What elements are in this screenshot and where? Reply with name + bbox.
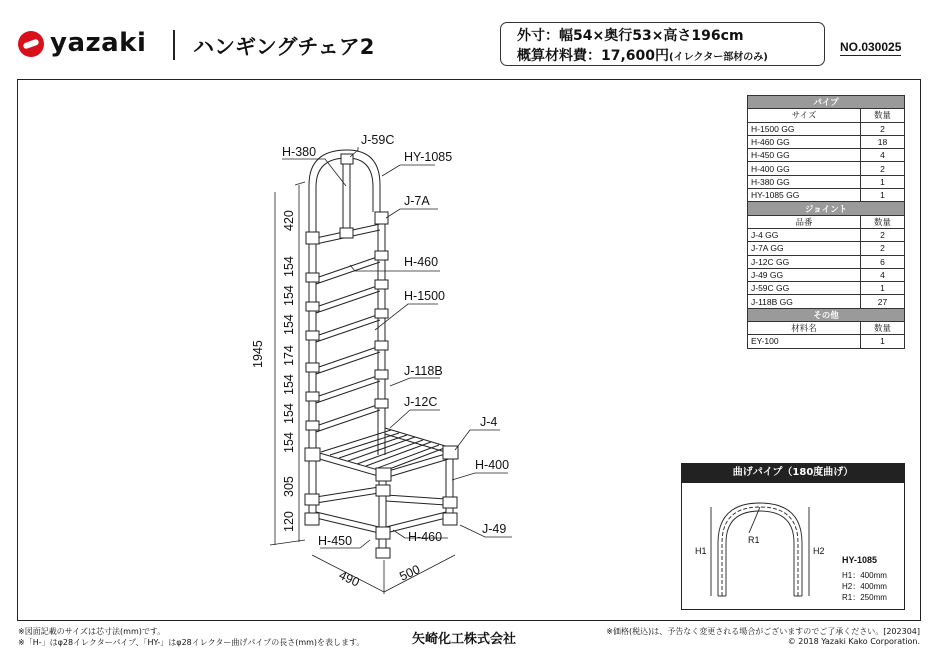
part-qty: 1 [861,175,905,188]
part-name: H-380 GG [748,175,861,188]
part-name: H-460 GG [748,135,861,148]
dim-depth: 500 [397,562,423,584]
joint-j49 [443,513,457,525]
joint-foot [376,548,390,558]
col-material: 材料名 [748,322,861,335]
outer-dimensions: 外寸：幅54×奥行53×高さ196cm [517,28,744,44]
dim-segment: 154 [282,256,296,277]
joint-j12c [305,494,319,505]
joint-j7a-left [306,232,319,244]
pipe-section-header: パイプ [748,96,905,109]
material-cost-note: (イレクター部材のみ) [669,52,768,63]
part-qty: 1 [861,282,905,295]
dim-total: 1945 [251,340,265,368]
bend-spec-h1: H1：400mm [842,571,887,580]
joint-j4 [443,446,458,459]
label-h380: H-380 [282,145,317,159]
part-name: J-118B GG [748,295,861,308]
bend-spec-r1: R1：250mm [842,593,887,602]
joint-j118b [306,331,319,340]
joint-j118b [306,302,319,311]
joint-section-header: ジョイント [748,202,905,215]
joint-j12c [376,468,391,481]
col-qty: 数量 [861,215,905,228]
company-name: 矢崎化工株式会社 [412,632,517,647]
footer-note-pipe: ※「H-」はφ28イレクターパイプ、「HY-」はφ28イレクター曲げパイプの長さ(mm)を表します。 [18,638,365,647]
col-item: 品番 [748,215,861,228]
part-qty: 6 [861,255,905,268]
label-h460-bottom: H-460 [408,530,443,544]
page-title: ハンギングチェア2 [193,35,375,59]
label-j7a: J-7A [404,194,430,208]
label-h460-top: H-460 [404,255,439,269]
joint-j118b [375,370,388,379]
part-name: J-59C GG [748,282,861,295]
yazaki-logo-text: yazaki [50,28,147,58]
joint-j118b [306,421,319,430]
part-name: H-1500 GG [748,122,861,135]
joint-j12c [305,448,320,461]
bend-spec-h2: H2：400mm [842,582,887,591]
parts-table [747,95,905,349]
joint-j118b [306,273,319,282]
dim-segment: 154 [282,374,296,395]
material-cost-value: 概算材料費：17,600円 [517,48,670,64]
label-j59c: J-59C [361,133,395,147]
part-qty: 2 [861,162,905,175]
table-row [748,122,905,135]
table-row [748,175,905,188]
col-qty: 数量 [861,322,905,335]
label-j118b: J-118B [404,364,443,378]
joint-j118b [375,309,388,318]
table-row [748,228,905,241]
label-hy1085: HY-1085 [404,150,453,164]
part-name: EY-100 [748,335,861,348]
bend-h1-label: H1 [695,546,707,556]
label-j12c: J-12C [404,395,438,409]
part-qty: 18 [861,135,905,148]
table-row [748,189,905,202]
table-row [748,268,905,281]
label-h1500: H-1500 [404,289,445,303]
dim-width: 490 [336,568,362,590]
joint-j118b [375,341,388,350]
part-name: J-7A GG [748,242,861,255]
part-name: H-400 GG [748,162,861,175]
dim-segment: 154 [282,314,296,335]
joint-center [340,228,353,238]
label-j49: J-49 [482,522,507,536]
bend-r-label: R1 [748,535,760,545]
joint-j118b [306,363,319,372]
dim-segment: 305 [282,476,296,497]
joint-j12c [376,485,390,496]
dim-segment: 154 [282,403,296,424]
table-row [748,295,905,308]
part-name: H-450 GG [748,149,861,162]
table-row [748,242,905,255]
part-name: J-4 GG [748,228,861,241]
part-name: J-12C GG [748,255,861,268]
dim-segment: 120 [282,511,296,532]
table-row [748,335,905,348]
table-row [748,135,905,148]
joint-j118b [375,399,388,408]
part-qty: 2 [861,228,905,241]
joint-j12c [443,497,457,508]
footer-price-note: ※価格(税込)は、予告なく変更される場合がございますのでご了承ください。[202304] [606,627,920,636]
joint-j118b [306,392,319,401]
bend-part-name: HY-1085 [842,555,878,565]
footer-note-size: ※図面記載のサイズは芯寸法(mm)です。 [18,627,166,636]
bend-h2-label: H2 [813,546,825,556]
col-qty: 数量 [861,109,905,122]
part-name: J-49 GG [748,268,861,281]
part-qty: 4 [861,268,905,281]
part-qty: 1 [861,335,905,348]
dim-segment: 154 [282,285,296,306]
bend-pipe-title: 曲げパイプ（180度曲げ） [681,463,905,483]
label-j4: J-4 [480,415,498,429]
part-qty: 27 [861,295,905,308]
part-qty: 4 [861,149,905,162]
table-row [748,282,905,295]
joint-j49 [376,527,390,539]
joint-markers [305,154,458,558]
table-row [748,162,905,175]
table-row [748,149,905,162]
document-number: NO.030025 [840,40,902,54]
dim-segment: 174 [282,345,296,366]
dim-segment: 154 [282,432,296,453]
dim-segment: 420 [282,210,296,231]
other-section-header: その他 [748,308,905,321]
joint-j118b [375,251,388,260]
part-qty: 2 [861,122,905,135]
joint-j118b [375,280,388,289]
col-size: サイズ [748,109,861,122]
table-row [748,255,905,268]
joint-j49 [305,513,319,525]
label-h450: H-450 [318,534,353,548]
part-name: HY-1085 GG [748,189,861,202]
part-qty: 2 [861,242,905,255]
footer-copyright: © 2018 Yazaki Kako Corporation. [787,637,920,646]
part-qty: 1 [861,189,905,202]
label-h400: H-400 [475,458,510,472]
